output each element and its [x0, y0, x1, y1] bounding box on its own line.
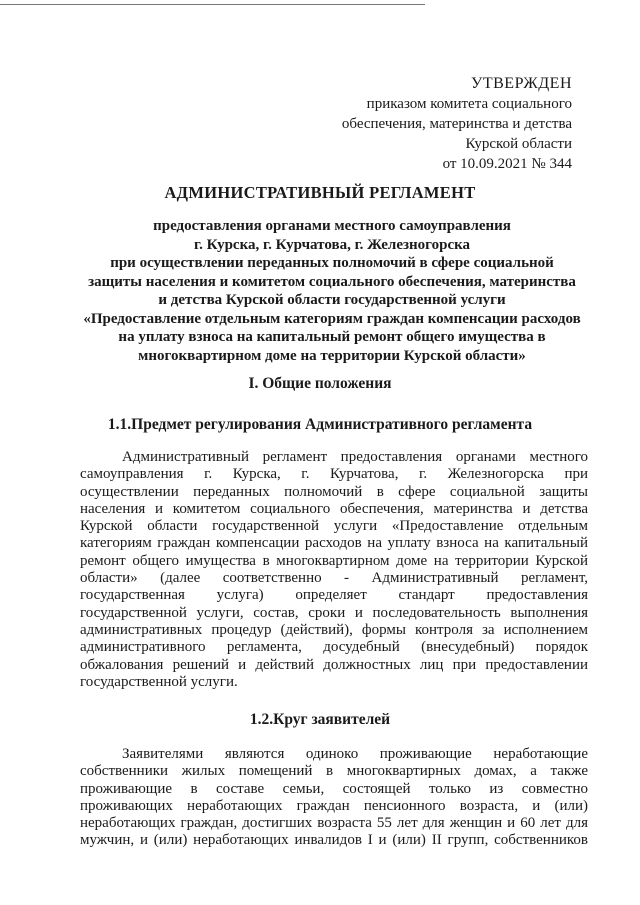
- paragraph-line: административного регламента, досудебный (внесудебный) порядок: [80, 639, 588, 656]
- approval-line: обеспечения, материнства и детства: [341, 116, 572, 132]
- paragraph-line: мужчин, и (или) неработающих инвалидов I и (или) II групп, собственников: [80, 832, 588, 849]
- paragraph-line: населения и комитетом социального обеспечения, материнства и детства: [80, 500, 588, 517]
- paragraph-line: государственная услуга) определяет стандарт предоставления: [80, 587, 588, 604]
- subsection-heading: 1.1.Предмет регулирования Административного регламента: [107, 416, 533, 433]
- paragraph-line: государственной услуги, состав, сроки и последовательность выполнения: [80, 604, 588, 621]
- paragraph-applicants: [80, 746, 588, 850]
- paragraph-line: проживающих неработающих граждан пенсионного возраста, и (или): [80, 797, 588, 814]
- scan-edge-line: [0, 4, 425, 5]
- subtitle-line: многоквартирном доме на территории Курской области»: [138, 347, 526, 364]
- paragraph-line: осуществлении переданных полномочий в сфере социальной защиты: [80, 483, 588, 500]
- subtitle-line: «Предоставление отдельным категориям граждан компенсации расходов: [83, 310, 581, 327]
- subtitle-line: предоставления органами местного самоуправления: [153, 218, 511, 234]
- paragraph-line: неработающих граждан, достигших возраста 55 лет для женщин и 60 лет для: [80, 815, 588, 832]
- subsection-heading: 1.2.Круг заявителей: [249, 711, 391, 728]
- paragraph-line: собственники жилых помещений в многоквартирных домах, а также: [80, 763, 588, 780]
- paragraph-subject: [80, 449, 588, 691]
- subtitle-line: защиты населения и комитетом социального обеспечения, материнства: [88, 273, 576, 290]
- subtitle-line: и детства Курской области государственной услуги: [158, 292, 506, 308]
- paragraph-line: ремонт общего имущества в многоквартирном доме на территории Курской: [80, 552, 588, 569]
- paragraph-line: обжалования решений и действий должностных лиц при предоставлении: [80, 656, 588, 673]
- subtitle-line: при осуществлении переданных полномочий в сфере социальной: [110, 255, 554, 271]
- approval-line: приказом комитета социального: [366, 96, 572, 112]
- approval-line: Курской области: [465, 136, 572, 152]
- approval-line: от 10.09.2021 № 344: [442, 156, 572, 172]
- section-heading: I. Общие положения: [248, 375, 392, 392]
- paragraph-line: области» (далее соответственно - Административный регламент,: [80, 570, 588, 587]
- document-title: АДМИНИСТРАТИВНЫЙ РЕГЛАМЕНТ: [164, 183, 476, 202]
- paragraph-line: проживающие в составе семьи, состоящей только из совместно: [80, 780, 588, 797]
- paragraph-line: самоуправления г. Курска, г. Курчатова, г. Железногорска при: [80, 466, 588, 483]
- approval-stamp: [342, 74, 572, 174]
- subtitle-line: г. Курска, г. Курчатова, г. Железногорска: [193, 236, 471, 253]
- paragraph-line: Административный регламент предоставления органами местного: [122, 449, 588, 465]
- subtitle-line: на уплату взноса на капитальный ремонт общего имущества в: [118, 329, 546, 345]
- paragraph-line: категориям граждан компенсации расходов на уплату взноса на капитальный: [80, 535, 588, 552]
- paragraph-line: Курской области государственной услуги «Предоставление отдельным: [80, 518, 588, 535]
- document-subtitle: [72, 217, 592, 365]
- approval-heading: УТВЕРЖДЕН: [471, 75, 572, 92]
- paragraph-line: Заявителями являются одиноко проживающие неработающие: [122, 746, 588, 762]
- paragraph-line: административных процедур (действий), формы контроля за исполнением: [80, 621, 588, 638]
- paragraph-line: государственной услуги.: [80, 673, 238, 690]
